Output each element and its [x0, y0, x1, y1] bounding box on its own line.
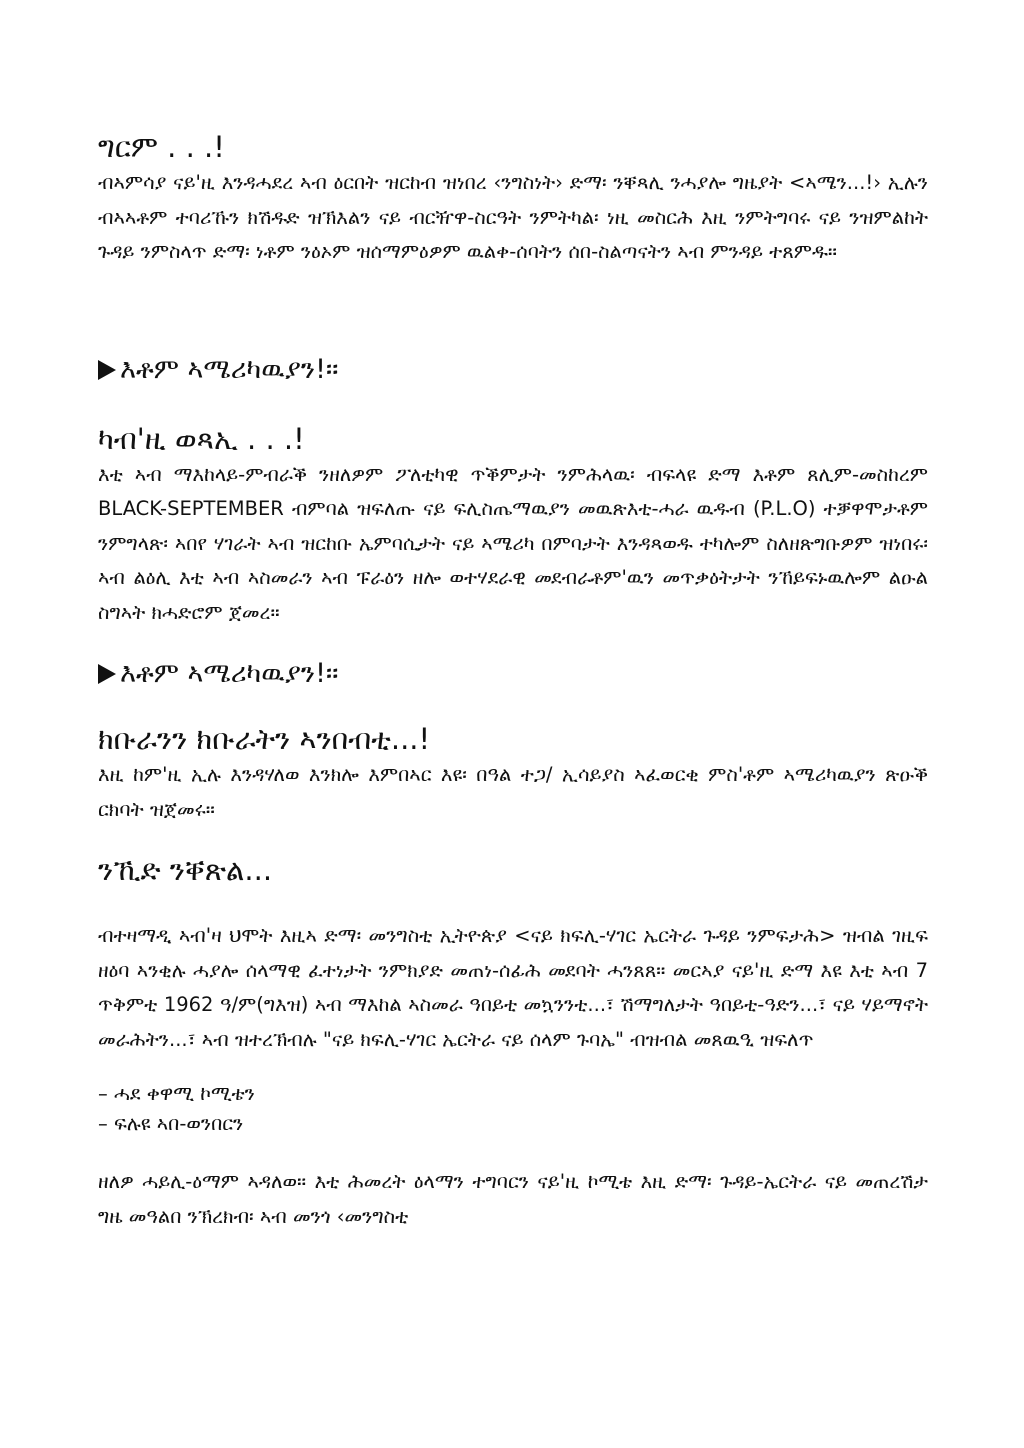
bullet-heading-1-text: እቶም ኣሜሪካዉያን!። — [120, 353, 339, 385]
section-heading-1: ግርም . . .! — [98, 130, 225, 164]
list-item: – ፍሉዩ ኣበ-ወንበርን — [98, 1112, 244, 1135]
section-heading-4: ንኺድ ንቐጽል... — [98, 853, 273, 887]
bullet-heading-2-text: እቶም ኣሜሪካዉያን!። — [120, 658, 339, 689]
triangle-bullet-icon — [98, 664, 116, 684]
section-heading-2: ካብ'ዚ ወጻኢ . . .! — [98, 421, 305, 456]
document-page — [98, 128, 928, 1234]
paragraph-1: ብኣምሳያ ናይ'ዚ እንዳሓደረ ኣብ ዕርበት ዝርከብ ዝነበረ ‹ንግስነት› ድማ፡ ንቐጻሊ ንሓያሎ ግዜያት <ኣሜን...!› ኢሉን ብኣኣቶም ተባሪኹን ክሽዱድ ዝኽእልን ናይ ብርዥዋ-ስርዓት ንምትካል፡ ነዚ መስርሕ እዚ ንምትግባሩ ናይ ንዝምልከት ጉዳይ ንምስላጥ ድማ፡ ነቶም ንዕኦም ዝሰማምዕዎም ዉልቀ-ሰባትን ሰበ-ስልጣናትን ኣብ ምንዳይ ተጸምዱ። — [98, 171, 928, 263]
paragraph-2: እቲ ኣብ ማእከላይ-ምብራቕ ንዘለዎም ፖለቲካዊ ጥቕምታት ንምሕላዉ፡ ብፍላዩ ድማ እቶም ጸሊም-መስከረም BLACK-SEPTEMBER ብምባል ዝፍለጡ ናይ ፍሊስጤማዉያን መዉጽእቲ-ሓራ ዉዱብ (P.L.O) ተቓዋሞታቶም ንምግላጽ፡ ኣበየ ሃገራት ኣብ ዝርከቡ ኤምባሲታት ናይ ኣሜሪካ በምባታት እንዳጻወዱ ተካሎም ስለዘጽግቡዎም ዝነበሩ፡ ኣብ ልዕሊ እቲ ኣብ ኣስመራን ኣብ ፑራዕን ዘሎ ወተሃደራዊ መደብራቶም'ዉን መጥቃዕትታት ንኸይፍኑዉሎም ልዑል ስግኣት ክሓድሮም ጀመረ። — [98, 462, 928, 624]
section-heading-3: ክቡራንን ክቡራትን ኣንበብቲ...! — [98, 722, 431, 756]
bullet-heading-2 — [98, 656, 928, 692]
paragraph-5: ዘለዎ ሓይሊ-ዕማም ኣዳለወ። እቲ ሕመረት ዕላማን ተግባርን ናይ'ዚ ኮሚቴ እዚ ድማ፡ ጉዳይ-ኤርትራ ናይ መጠረሽታ ግዜ መዓልበ ንኽረክብ፡ ኣብ መንጎ ‹መንግስቲ — [98, 1170, 928, 1228]
triangle-bullet-icon — [98, 360, 116, 380]
dash-list — [98, 1079, 928, 1139]
list-item: – ሓደ ቀዋሚ ኮሚቴን — [98, 1082, 255, 1105]
bullet-heading-1 — [98, 352, 928, 388]
paragraph-4: ብተዛማዲ ኣብ'ዛ ህሞት እዚኣ ድማ፡ መንግስቲ ኢትዮጵያ <ናይ ክፍሊ-ሃገር ኤርትራ ጉዳይ ንምፍታሕ> ዝብል ገዚፍ ዘዕባ ኣንቂሉ ሓያሎ ሰላማዊ ፈተነታት ንምክያድ መጠነ-ሰፊሕ መደባት ሓንጸጸ። መርኣያ ናይ'ዚ ድማ እዩ እቲ ኣብ 7 ጥቅምቲ 1962 ዓ/ም(ግእዝ) ኣብ ማእከል ኣስመራ ዓበይቲ መኳንንቲ...፣ ሽማግለታት ዓበይቲ-ዓድን...፣ ናይ ሃይማኖት መራሕትን...፣ ኣብ ዝተረኽብሉ "ናይ ክፍሊ-ሃገር ኤርትራ ናይ ሰላም ጉባኤ" ብዝብል መጸዉዒ ዝፍለጥ — [98, 924, 928, 1051]
paragraph-3: እዚ ከም'ዚ ኢሉ እንዳሃለወ እንክሎ እምበኣር እዩ፡ በዓል ተጋ/ ኢሳይያስ ኣፈወርቂ ምስ'ቶም ኣሜሪካዉያን ጽዑቕ ርክባት ዝጀመሩ። — [98, 763, 928, 821]
